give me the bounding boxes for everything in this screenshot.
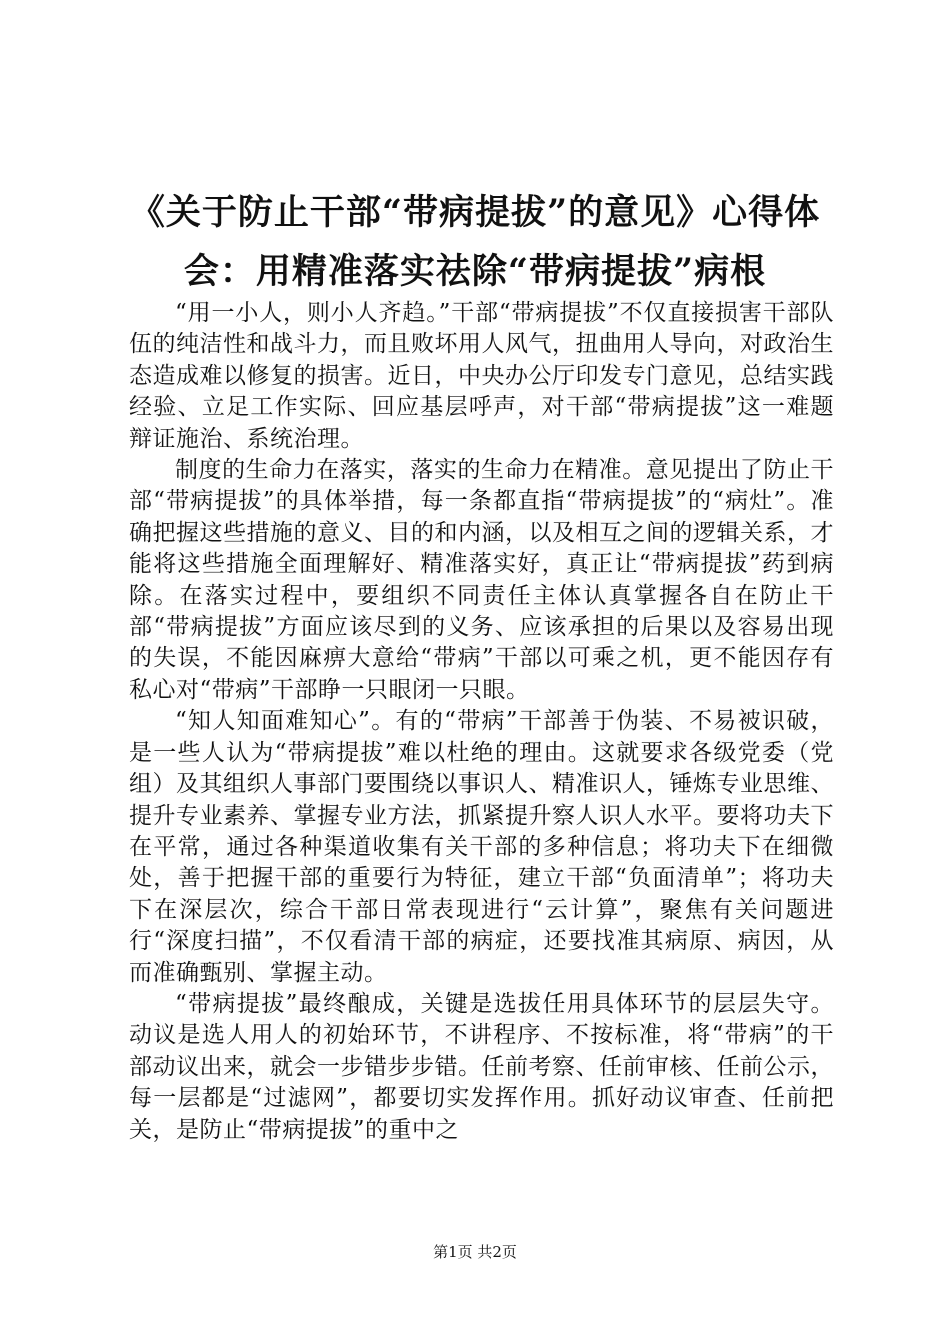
paragraph-2: 制度的生命力在落实，落实的生命力在精准。意见提出了防止干部“带病提拔”的具体举措，每一条都直指“带病提拔”的“病灶”。准确把握这些措施的意义、目的和内涵，以及相互之间的逻辑关系，才能将这些措施全面理解好、精准落实好，真正让“带病提拔”药到病除。在落实过程中，要组织不同责任主体认真掌握各自在防止干部“带病提拔”方面应该尽到的义务、应该承担的后果以及容易出现的失误，不能因麻痹大意给“带病”干部以可乘之机，更不能因存有私心对“带病”干部睁一只眼闭一只眼。 bbox=[129, 457, 834, 703]
paragraph-3: “知人知面难知心”。有的“带病”干部善于伪装、不易被识破，是一些人认为“带病提拔”难以杜绝的理由。这就要求各级党委（党组）及其组织人事部门要围绕以事识人、精准识人，锤炼专业思维、提升专业素养、掌握专业方法，抓紧提升察人识人水平。要将功夫下在平常，通过各种渠道收集有关干部的多种信息；将功夫下在细微处，善于把握干部的重要行为特征，建立干部“负面清单”；将功夫下在深层次，综合干部日常表现进行“云计算”，聚焦有关问题进行“深度扫描”，不仅看清干部的病症，还要找准其病原、病因，从而准确甄别、掌握主动。 bbox=[129, 708, 834, 986]
page-footer: 第1页 共2页 bbox=[433, 1243, 517, 1261]
paragraph-4: “带病提拔”最终酿成，关键是选拔任用具体环节的层层失守。动议是选人用人的初始环节，不讲程序、不按标准，将“带病”的干部动议出来，就会一步错步步错。任前考察、任前审核、任前公示，每一层都是“过滤网”，都要切实发挥作用。抓好动议审查、任前把关，是防止“带病提拔”的重中之 bbox=[129, 990, 834, 1143]
document-title: 《关于防止干部“带病提拔”的意见》心得体会：用精准落实祛除“带病提拔”病根 bbox=[129, 192, 821, 292]
document-body bbox=[129, 298, 834, 1146]
paragraph-1: “用一小人，则小人齐趋。”干部“带病提拔”不仅直接损害干部队伍的纯洁性和战斗力，而且败坏用人风气，扭曲用人导向，对政治生态造成难以修复的损害。近日，中央办公厅印发专门意见，总结实践经验、立足工作实际、回应基层呼声，对干部“带病提拔”这一难题辩证施治、系统治理。 bbox=[129, 300, 834, 452]
